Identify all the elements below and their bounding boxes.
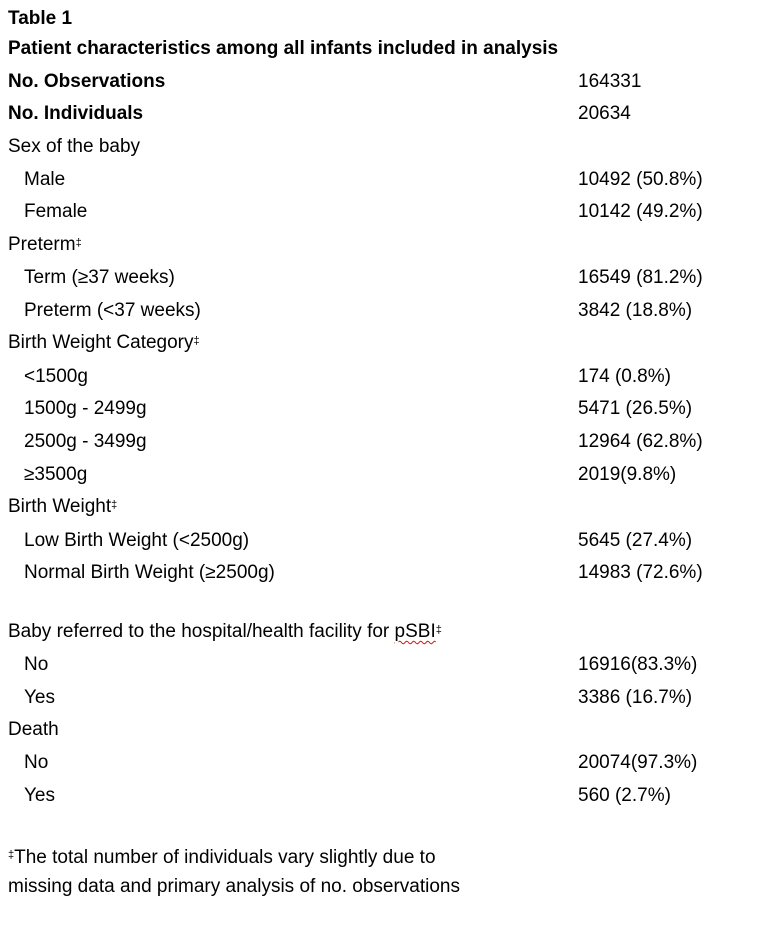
dagger-mark: ‡ (8, 849, 15, 861)
heading-text: Baby referred to the hospital/health facility for (8, 621, 395, 642)
footnote-line-1 (8, 843, 568, 872)
row-value-death-no: 20074(97.3%) (578, 752, 698, 773)
table-title: Patient characteristics among all infants included in analysis (8, 38, 559, 59)
dagger-mark: ‡ (111, 499, 118, 511)
row-value-bw-1500-2499: 5471 (26.5%) (578, 398, 693, 419)
row-value-observations: 164331 (578, 71, 642, 92)
dagger-mark: ‡ (193, 335, 200, 347)
row-value-low-bw: 5645 (27.4%) (578, 530, 693, 551)
row-label-bw-2500-3499: 2500g - 3499g (24, 431, 147, 452)
section-heading-bw (8, 495, 117, 519)
footnote-line-2: missing data and primary analysis of no. observations (8, 876, 461, 897)
heading-text: Preterm (8, 234, 76, 255)
row-label-observations: No. Observations (8, 71, 166, 92)
row-label-term: Term (≥37 weeks) (24, 267, 175, 288)
dagger-mark: ‡ (435, 624, 442, 636)
spellcheck-term: pSBI (394, 621, 436, 642)
section-heading-referred (8, 620, 442, 644)
row-value-normal-bw: 14983 (72.6%) (578, 562, 703, 583)
row-value-bw-ge3500: 2019(9.8%) (578, 464, 677, 485)
row-label-referred-yes: Yes (24, 687, 55, 708)
row-value-bw-2500-3499: 12964 (62.8%) (578, 431, 703, 452)
row-value-bw-lt1500: 174 (0.8%) (578, 366, 671, 387)
heading-text: Birth Weight Category (8, 332, 194, 353)
row-label-bw-ge3500: ≥3500g (24, 464, 88, 485)
row-value-female: 10142 (49.2%) (578, 201, 703, 222)
row-value-death-yes: 560 (2.7%) (578, 785, 671, 806)
section-heading-sex: Sex of the baby (8, 136, 141, 157)
row-label-death-no: No (24, 752, 49, 773)
row-label-preterm: Preterm (<37 weeks) (24, 300, 201, 321)
heading-text: Birth Weight (8, 496, 112, 517)
row-label-low-bw: Low Birth Weight (<2500g) (24, 530, 250, 551)
row-value-male: 10492 (50.8%) (578, 169, 703, 190)
row-label-death-yes: Yes (24, 785, 55, 806)
section-heading-bw-category (8, 331, 200, 355)
dagger-mark: ‡ (75, 237, 82, 249)
table-label: Table 1 (8, 8, 73, 29)
row-value-referred-yes: 3386 (16.7%) (578, 687, 693, 708)
row-value-preterm: 3842 (18.8%) (578, 300, 693, 321)
footnote-text-1: The total number of individuals vary slightly due to (14, 847, 436, 868)
section-heading-preterm (8, 233, 82, 257)
row-label-individuals: No. Individuals (8, 103, 144, 124)
row-value-individuals: 20634 (578, 103, 631, 124)
row-value-term: 16549 (81.2%) (578, 267, 703, 288)
row-label-bw-1500-2499: 1500g - 2499g (24, 398, 147, 419)
row-label-bw-lt1500: <1500g (24, 366, 88, 387)
row-value-referred-no: 16916(83.3%) (578, 654, 698, 675)
row-label-male: Male (24, 169, 66, 190)
footnote (8, 843, 568, 901)
row-label-referred-no: No (24, 654, 49, 675)
row-label-normal-bw: Normal Birth Weight (≥2500g) (24, 562, 275, 583)
section-heading-death: Death (8, 719, 59, 740)
row-label-female: Female (24, 201, 88, 222)
